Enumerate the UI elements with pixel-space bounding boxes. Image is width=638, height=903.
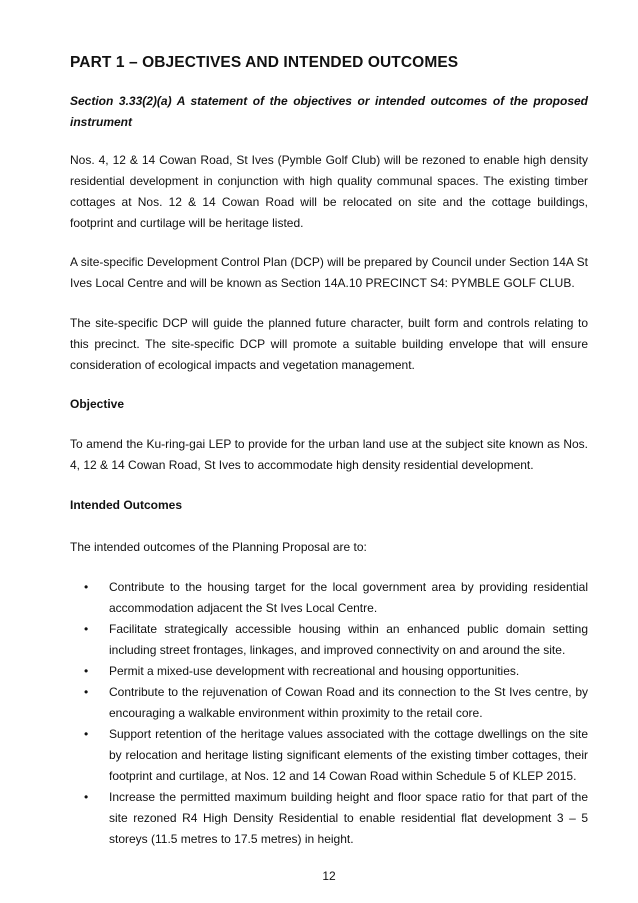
list-item (70, 661, 588, 682)
page-number: 12 (322, 869, 336, 883)
bullet-icon: • (84, 580, 89, 594)
list-item (70, 724, 588, 787)
bullet-icon: • (84, 727, 89, 741)
objective-heading: Objective (70, 397, 125, 411)
intended-outcomes-heading: Intended Outcomes (70, 498, 183, 512)
bullet-icon: • (84, 685, 89, 699)
intended-outcomes-list (70, 577, 588, 850)
section-reference: Section 3.33(2)(a) A statement of the objectives or intended outcomes of the proposed instrument (70, 94, 588, 129)
intended-outcomes-intro: The intended outcomes of the Planning Proposal are to: (70, 540, 367, 554)
objective-text: To amend the Ku-ring-gai LEP to provide for the urban land use at the subject site known as Nos. 4, 12 & 14 Cowan Road, St Ives to accommodate high density residential development. (70, 437, 588, 472)
page-title: PART 1 – OBJECTIVES AND INTENDED OUTCOMES (70, 54, 459, 71)
list-item-text: Support retention of the heritage values associated with the cottage dwellings on the site by relocation and heritage listing significant elements of the existing timber cottages, their footprint and curtilage, at Nos. 12 and 14 Cowan Road within Schedule 5 of KLEP 2015. (109, 727, 588, 783)
list-item (70, 577, 588, 619)
list-item-text: Increase the permitted maximum building height and floor space ratio for that part of the site rezoned R4 High Density Residential to enable residential flat development 3 – 5 storeys (11.5 metres to 17.5 metres) in height. (109, 790, 588, 846)
paragraph-dcp-guidance: The site-specific DCP will guide the planned future character, built form and controls relating to this precinct. The site-specific DCP will promote a suitable building envelope that will ensure consideration of ecological impacts and vegetation management. (70, 316, 588, 372)
bullet-icon: • (84, 664, 89, 678)
list-item-text: Contribute to the housing target for the local government area by providing residential accommodation adjacent the St Ives Local Centre. (109, 580, 588, 615)
list-item-text: Facilitate strategically accessible housing within an enhanced public domain setting including street frontages, linkages, and improved connectivity on and around the site. (109, 622, 588, 657)
bullet-icon: • (84, 622, 89, 636)
paragraph-rezoning: Nos. 4, 12 & 14 Cowan Road, St Ives (Pymble Golf Club) will be rezoned to enable high density residential development in conjunction with high quality communal spaces. The existing timber cottages at Nos. 12 & 14 Cowan Road will be relocated on site and the cottage buildings, footprint and curtilage will be heritage listed. (70, 153, 588, 230)
list-item-text: Permit a mixed-use development with recreational and housing opportunities. (109, 664, 520, 678)
list-item (70, 682, 588, 724)
bullet-icon: • (84, 790, 89, 804)
list-item (70, 619, 588, 661)
paragraph-dcp: A site-specific Development Control Plan (DCP) will be prepared by Council under Section 14A St Ives Local Centre and will be known as Section 14A.10 PRECINCT S4: PYMBLE GOLF CLUB. (70, 255, 588, 290)
list-item-text: Contribute to the rejuvenation of Cowan Road and its connection to the St Ives centre, by encouraging a walkable environment within proximity to the retail core. (109, 685, 588, 720)
list-item (70, 787, 588, 850)
